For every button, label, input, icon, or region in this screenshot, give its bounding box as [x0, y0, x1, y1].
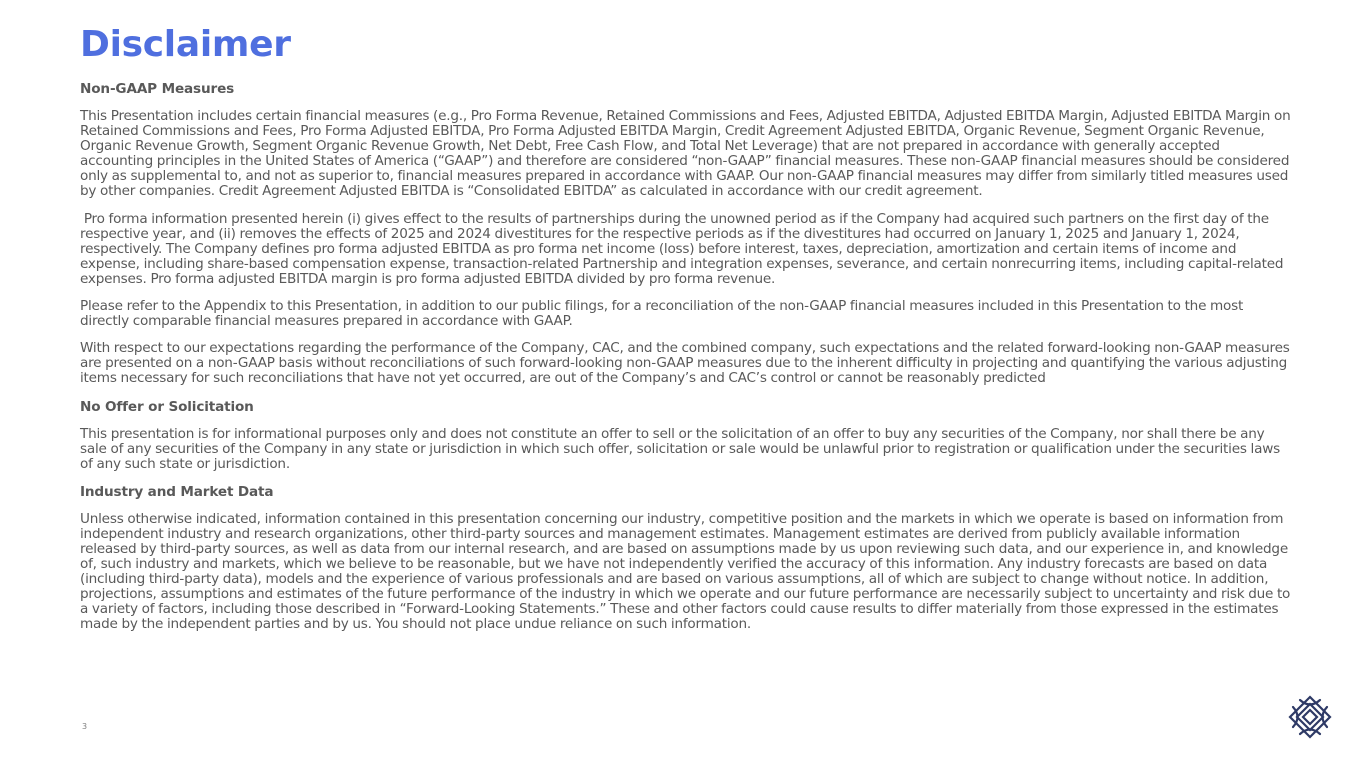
non-gaap-paragraph-4: With respect to our expectations regarding the performance of the Company, CAC, and the combined company, such expectations and the related forward-looking non-GAAP measures are presented on a non-GAAP basis without reconciliations of such forward-looking non-GAAP measures due to the inherent difficulty in projecting and quantifying the various adjusting items necessary for such reconciliations that have not yet occurred, are out of the Company’s and CAC’s control or cannot be reasonably predicted [80, 340, 1294, 387]
lattice-diamond-logo-icon [1288, 695, 1332, 739]
non-gaap-paragraph-3: Please refer to the Appendix to this Presentation, in addition to our public filings, for a reconciliation of the non-GAAP financial measures included in this Presentation to the most directly comparable financial measures prepared in accordance with GAAP. [80, 298, 1247, 330]
page-number: 3 [82, 722, 88, 731]
section-heading-non-gaap: Non-GAAP Measures [80, 81, 235, 97]
section-heading-industry: Industry and Market Data [80, 483, 274, 500]
section-heading-no-offer: No Offer or Solicitation [80, 398, 254, 415]
industry-paragraph: Unless otherwise indicated, information contained in this presentation concerning our industry, competitive position and the markets in which we operate is based on information from independent industry and research organizations, other third-party sources and management estimates. Management estimates are derived from publicly available information released by third-party sources, as well as data from our internal research, and are based on assumptions made by us upon reviewing such data, and our experience in, and knowledge of, such industry and markets, which we believe to be reasonable, but we have not independently verified the accuracy of this information. Any industry forecasts are based on data (including third-party data), models and the experience of various professionals and are based on various assumptions, all of which are subject to change without notice. In addition, projections, assumptions and estimates of the future performance of the industry in which we operate and our future performance are necessarily subject to uncertainty and risk due to a variety of factors, including those described in “Forward-Looking Statements.” These and other factors could cause results to differ materially from those expressed in the estimates made by the independent parties and by us. You should not place undue reliance on such information. [80, 510, 1294, 633]
non-gaap-paragraph-2: Pro forma information presented herein (i) gives effect to the results of partnerships during the unowned period as if the Company had acquired such partners on the first day of the respective year, and (ii) removes the effects of 2025 and 2024 divestitures for the respective periods as if the divestitures had occurred on January 1, 2025 and January 1, 2024, respectively. The Company defines pro forma adjusted EBITDA as pro forma net income (loss) before interest, taxes, depreciation, amortization and certain items of income and expense, including share-based compensation expense, transaction-related Partnership and integration expenses, severance, and certain nonrecurring items, including capital-related expenses. Pro forma adjusted EBITDA margin is pro forma adjusted EBITDA divided by pro forma revenue. [80, 210, 1288, 287]
non-gaap-paragraph-1: This Presentation includes certain financial measures (e.g., Pro Forma Revenue, Retained Commissions and Fees, Adjusted EBITDA, Adjusted EBITDA Margin, Adjusted EBITDA Margin on Retained Commissions and Fees, Pro Forma Adjusted EBITDA, Pro Forma Adjusted EBITDA Margin, Credit Agreement Adjusted EBITDA, Organic Revenue, Segment Organic Revenue, Organic Revenue Growth, Segment Organic Revenue Growth, Net Debt, Free Cash Flow, and Total Net Leverage) that are not prepared in accordance with generally accepted accounting principles in the United States of America (“GAAP”) and therefore are considered “non-GAAP” financial measures. These non-GAAP financial measures should be considered only as supplemental to, and not as superior to, financial measures prepared in accordance with GAAP. Our non-GAAP financial measures may differ from similarly titled measures used by other companies. Credit Agreement Adjusted EBITDA is “Consolidated EBITDA” as calculated in accordance with our credit agreement. [80, 108, 1295, 200]
disclaimer-body [80, 81, 1295, 645]
no-offer-paragraph: This presentation is for informational purposes only and does not constitute an offer to sell or the solicitation of an offer to buy any securities of the Company, nor shall there be any sale of any securities of the Company in any state or jurisdiction in which such offer, solicitation or sale would be unlawful prior to registration or qualification under the securities laws of any such state or jurisdiction. [80, 425, 1284, 472]
page-title: Disclaimer [80, 24, 291, 65]
